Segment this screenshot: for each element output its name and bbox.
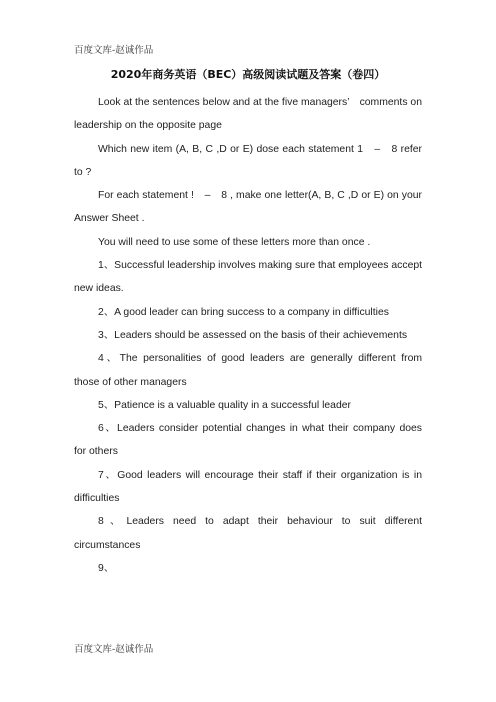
statement-9: 9、 — [98, 562, 115, 574]
paragraph-instruction-2: For each statement ! – 8 , make one letter(A, B, C ,D or E) on your Answer Sheet . — [74, 190, 422, 225]
statement-8: 8、Leaders need to adapt their behaviour to suit different circumstances — [74, 516, 422, 551]
statement-3: 3、Leaders should be assessed on the basis of their achievements — [98, 329, 408, 341]
statement-5: 5、Patience is a valuable quality in a successful leader — [98, 399, 351, 411]
page-header: 百度文库-赵诚作品 — [74, 45, 154, 56]
statement-2: 2、A good leader can bring success to a company in difficulties — [98, 306, 389, 318]
paragraph-instruction-1: Which new item (A, B, C ,D or E) dose each statement 1 – 8 refer to ? — [74, 143, 422, 178]
paragraph-intro: Look at the sentences below and at the five managers’ comments on leadership on the opposite page — [74, 97, 422, 132]
page-footer: 百度文库-赵诚作品 — [74, 644, 154, 655]
statement-6: 6、Leaders consider potential changes in what their company does for others — [74, 423, 422, 458]
paragraph-instruction-3: You will need to use some of these letters more than once . — [98, 236, 371, 248]
document-title: 2020年商务英语（BEC）高级阅读试题及答案（卷四） — [110, 68, 386, 81]
statement-4: 4、The personalities of good leaders are generally different from those of other managers — [74, 353, 422, 388]
statement-1: 1、Successful leadership involves making sure that employees accept new ideas. — [74, 260, 423, 295]
statement-7: 7、Good leaders will encourage their staff if their organization is in difficulties — [74, 469, 422, 505]
document-body — [74, 91, 422, 580]
